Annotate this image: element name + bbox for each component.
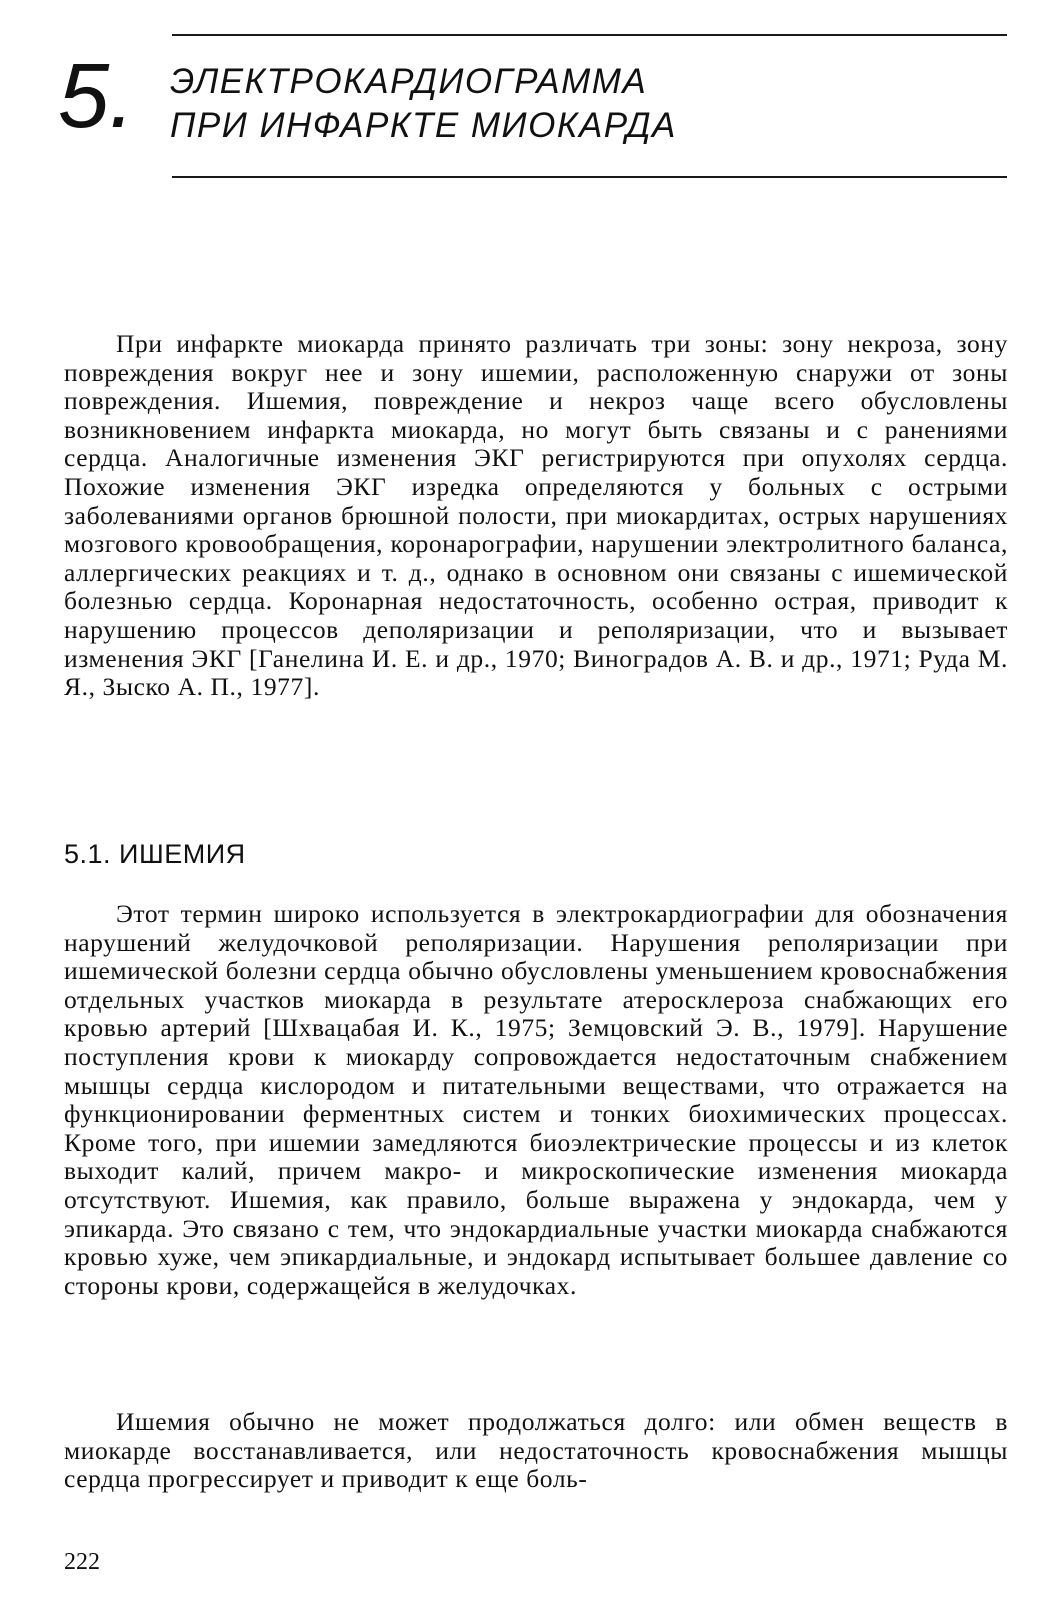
- ischemia-paragraph-1: Этот термин широко используется в электрокардиографии для обозначения нарушений желудочковой реполяризации. Нарушения реполяризации при ишемической болезни сердца обычно обусловлены уменьшением кровоснабжения отдельных участков миокарда в результате атеросклероза снабжающих его кровью артерий [Шхвацабая И. К., 1975; Земцовский Э. В., 1979]. Нарушение поступления крови к миокарду сопровождается недостаточным снабжением мышцы сердца кислородом и питательными веществами, что отражается на функционировании ферментных систем и тонких биохимических процессах. Кроме того, при ишемии замедляются биоэлектрические процессы и из клеток выходит калий, причем макро- и микроскопические изменения миокарда отсутствуют. Ишемия, как правило, больше выражена у эндокарда, чем у эпикарда. Это связано с тем, что эндокардиальные участки миокарда снабжаются кровью хуже, чем эпикардиальные, и эндокард испытывает большее давление со стороны крови, содержащейся в желудочках.: [64, 899, 1008, 1300]
- chapter-title: [170, 60, 990, 148]
- section-heading: 5.1. ИШЕМИЯ: [64, 839, 246, 869]
- page-number: 222: [64, 1549, 100, 1575]
- intro-paragraph: При инфаркте миокарда принято различать три зоны: зону некроза, зону повреждения вокруг нее и зону ишемии, расположенную снаружи от зоны повреждения. Ишемия, повреждение и некроз чаще всего обусловлены возникновением инфаркта миокарда, но могут быть связаны и с ранениями сердца. Аналогичные изменения ЭКГ регистрируются при опухолях сердца. Похожие изменения ЭКГ изредка определяются у больных с острыми заболеваниями органов брюшной полости, при миокардитах, острых нарушениях мозгового кровообращения, коронарографии, нарушении электролитного баланса, аллергических реакциях и т. д., однако в основном они связаны с ишемической болезнью сердца. Коронарная недостаточность, особенно острая, приводит к нарушению процессов деполяризации и реполяризации, что и вызывает изменения ЭКГ [Ганелина И. Е. и др., 1970; Виноградов А. В. и др., 1971; Руда М. Я., Зыско А. П., 1977].: [64, 329, 1008, 702]
- chapter-number: 5.: [58, 45, 135, 147]
- chapter-title-line-1: ЭЛЕКТРОКАРДИОГРАММА: [170, 62, 648, 101]
- top-rule: [172, 34, 1007, 36]
- bottom-rule: [172, 176, 1007, 178]
- ischemia-paragraph-2: Ишемия обычно не может продолжаться долго: или обмен веществ в миокарде восстанавливается, или недостаточность кровоснабжения мышцы сердца прогрессирует и приводит к еще боль-: [64, 1407, 1008, 1494]
- chapter-title-line-2: ПРИ ИНФАРКТЕ МИОКАРДА: [170, 106, 677, 145]
